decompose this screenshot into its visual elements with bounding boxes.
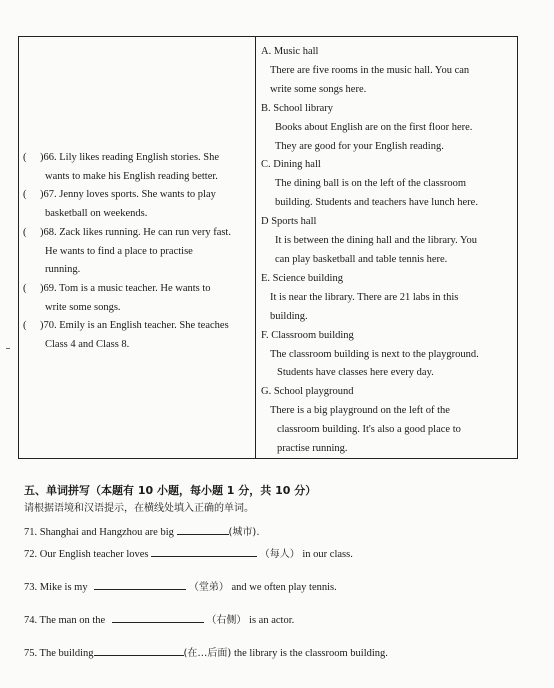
item-text-after: the library is the classroom building. xyxy=(231,648,388,659)
option-b-title: B. School library xyxy=(261,102,334,114)
option-g-line: There is a big playground on the left of the xyxy=(270,405,450,417)
section-instruction: 请根据语境和汉语提示，在横线处填入正确的单词。 xyxy=(24,503,254,514)
item-71 xyxy=(24,523,260,538)
question-text-cont: write some songs. xyxy=(45,301,121,313)
question-text-cont: basketball on weekends. xyxy=(45,208,148,220)
answer-blank[interactable] xyxy=(112,612,204,623)
item-hint: （每人） xyxy=(259,549,300,560)
answer-paren[interactable]: ( xyxy=(23,152,27,163)
option-c-line: building. Students and teachers have lunch here. xyxy=(275,197,478,209)
section-title: 五、单词拼写（本题有 10 小题，每小题 1 分，共 10 分） xyxy=(24,484,317,497)
option-a-line: There are five rooms in the music hall. You can xyxy=(270,64,470,76)
option-e-title: E. Science building xyxy=(261,272,343,284)
answer-blank[interactable] xyxy=(94,579,186,590)
item-72 xyxy=(24,545,353,560)
question-text-cont: Class 4 and Class 8. xyxy=(45,339,130,351)
answer-blank[interactable] xyxy=(151,546,257,557)
option-d-line: It is between the dining hall and the library. You xyxy=(275,235,477,247)
item-75 xyxy=(24,644,388,659)
item-hint: （堂弟） xyxy=(188,582,229,593)
question-text: )66. Lily likes reading English stories. She xyxy=(40,152,220,163)
option-g-line: practise running. xyxy=(277,443,348,455)
item-text: 75. The building xyxy=(24,648,94,659)
answer-paren[interactable]: ( xyxy=(23,226,27,238)
answer-paren[interactable]: ( xyxy=(23,282,27,294)
option-f-line: Students have classes here every day. xyxy=(277,367,434,379)
question-text: )70. Emily is an English teacher. She teaches xyxy=(40,320,229,332)
item-hint: (城市). xyxy=(228,527,260,538)
option-g-line: classroom building. It's also a good place to xyxy=(277,424,461,436)
answer-blank[interactable] xyxy=(94,645,184,656)
questions-column xyxy=(23,149,253,355)
question-text-cont: wants to make his English reading better. xyxy=(45,170,218,182)
question-text-cont: He wants to find a place to practise xyxy=(45,245,193,257)
item-74 xyxy=(24,611,294,626)
item-text-after: and we often play tennis. xyxy=(228,582,337,593)
option-d-line: can play basketball and table tennis here. xyxy=(275,253,448,265)
question-68 xyxy=(23,224,253,280)
option-a-title: A. Music hall xyxy=(261,46,319,57)
item-text-after: is an actor. xyxy=(246,615,295,626)
answer-blank[interactable] xyxy=(177,524,229,535)
item-text: 72. Our English teacher loves xyxy=(24,549,149,560)
section-header xyxy=(24,482,534,518)
option-f-line: The classroom building is next to the playground. xyxy=(270,348,479,360)
question-67 xyxy=(23,186,253,223)
option-d-title: D Sports hall xyxy=(261,216,317,228)
option-b-line: Books about English are on the first floor here. xyxy=(275,121,473,133)
item-text: 73. Mike is my xyxy=(24,582,88,593)
question-text: )67. Jenny loves sports. She wants to play xyxy=(40,189,216,201)
item-text: 74. The man on the xyxy=(24,615,106,626)
matching-table xyxy=(18,36,518,459)
option-e-line: It is near the library. There are 21 labs in this xyxy=(270,291,459,303)
question-text-cont: running. xyxy=(45,264,81,276)
option-a-line: write some songs here. xyxy=(270,83,367,95)
option-e-line: building. xyxy=(270,310,308,322)
question-text: )68. Zack likes running. He can run very fast. xyxy=(40,226,231,238)
option-f-title: F. Classroom building xyxy=(261,329,354,341)
option-g-title: G. School playground xyxy=(261,386,354,398)
question-text: )69. Tom is a music teacher. He wants to xyxy=(40,282,211,294)
item-hint: (在…后面) xyxy=(183,648,232,659)
question-69 xyxy=(23,280,253,317)
option-b-line: They are good for your English reading. xyxy=(275,140,444,152)
answer-paren[interactable]: ( xyxy=(23,320,27,332)
column-divider xyxy=(255,37,256,458)
answer-paren[interactable]: ( xyxy=(23,189,27,201)
options-column xyxy=(261,43,517,459)
item-hint: （右侧） xyxy=(206,615,247,626)
question-66 xyxy=(23,149,253,186)
question-70 xyxy=(23,317,253,354)
margin-mark xyxy=(6,348,10,349)
option-c-title: C. Dining hall xyxy=(261,159,321,171)
item-text-after: in our class. xyxy=(299,549,353,560)
item-text: 71. Shanghai and Hangzhou are big xyxy=(24,527,174,538)
option-c-line: The dining ball is on the left of the classroom xyxy=(275,178,466,190)
item-73 xyxy=(24,578,337,593)
